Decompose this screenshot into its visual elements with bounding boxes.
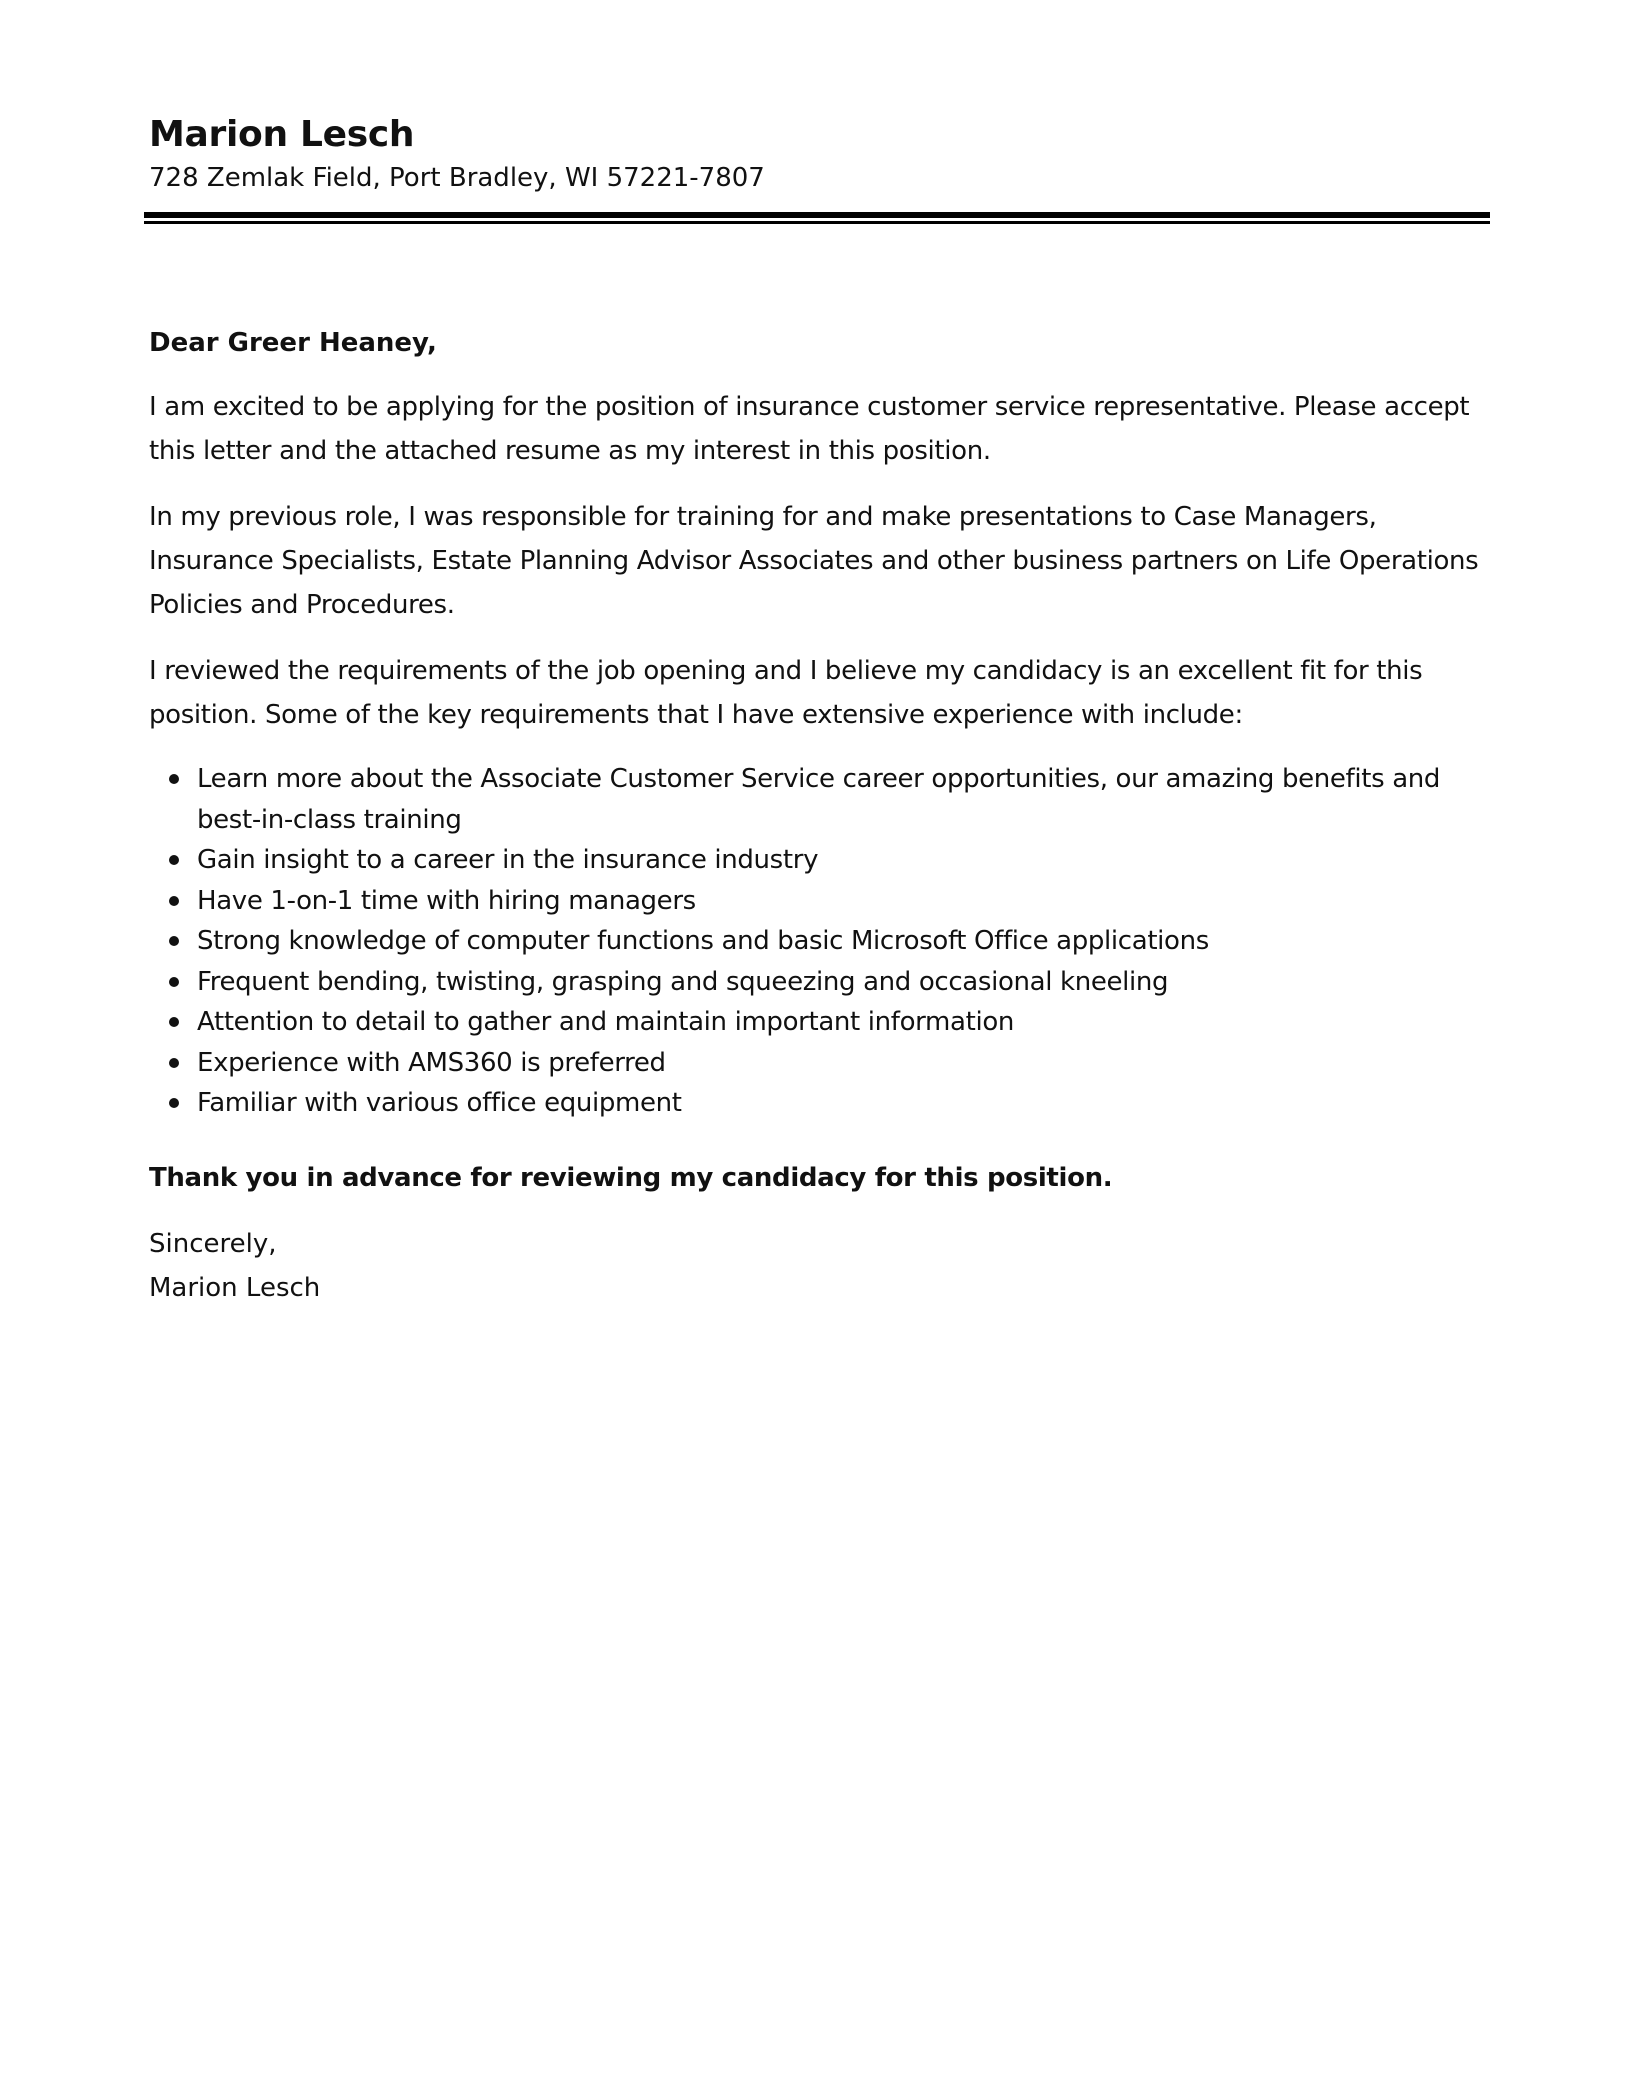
list-item-text: Gain insight to a career in the insurance industry — [197, 845, 819, 875]
header-divider-thin-line — [144, 221, 1490, 224]
sign-off-block — [149, 1222, 1479, 1310]
requirements-list — [149, 759, 1479, 1124]
list-item — [149, 881, 1479, 922]
paragraph-previous-role: In my previous role, I was responsible for training for and make presentations to Case Managers, Insurance Specialists, Estate Planning Advisor Associates and other business partners on Life Operations Policies and Procedures. — [149, 502, 1479, 620]
bullet-icon — [169, 855, 179, 865]
list-item — [149, 1083, 1479, 1124]
list-item-text: Strong knowledge of computer functions and basic Microsoft Office applications — [197, 926, 1209, 956]
paragraph-intro: I am excited to be applying for the position of insurance customer service representative. Please accept this letter and the attached resume as my interest in this position. — [149, 392, 1470, 466]
paragraph-requirements-intro: I reviewed the requirements of the job opening and I believe my candidacy is an excellent fit for this position. Some of the key requirements that I have extensive experience with include: — [149, 656, 1423, 730]
sender-name: Marion Lesch — [149, 114, 415, 155]
signature-name: Marion Lesch — [149, 1272, 321, 1303]
list-item — [149, 1002, 1479, 1043]
salutation: Dear Greer Heaney, — [149, 328, 437, 358]
list-item-text: Learn more about the Associate Customer Service career opportunities, our amazing benefits and best-in-class training — [197, 764, 1441, 835]
bullet-icon — [169, 896, 179, 906]
list-item-text: Frequent bending, twisting, grasping and squeezing and occasional kneeling — [197, 966, 1169, 997]
bullet-icon — [169, 936, 179, 946]
header-divider-thick-line — [144, 212, 1490, 218]
list-item — [149, 759, 1479, 840]
sender-address: 728 Zemlak Field, Port Bradley, WI 57221-7807 — [149, 163, 765, 193]
bullet-icon — [169, 1058, 179, 1068]
header-divider — [144, 212, 1490, 224]
sign-off: Sincerely, — [149, 1228, 277, 1259]
list-item — [149, 921, 1479, 962]
letter-header — [149, 112, 1489, 196]
bullet-icon — [169, 1098, 179, 1108]
list-item-text: Familiar with various office equipment — [197, 1088, 682, 1118]
bullet-icon — [169, 774, 179, 784]
list-item-text: Have 1-on-1 time with hiring managers — [197, 885, 696, 916]
list-item-text: Attention to detail to gather and maintain important information — [197, 1007, 1015, 1037]
bullet-icon — [169, 1017, 179, 1027]
bullet-icon — [169, 977, 179, 987]
list-item — [149, 840, 1479, 881]
list-item-text: Experience with AMS360 is preferred — [197, 1047, 666, 1078]
letter-body — [149, 323, 1479, 1310]
list-item — [149, 1043, 1479, 1084]
closing-statement: Thank you in advance for reviewing my candidacy for this position. — [149, 1162, 1113, 1193]
list-item — [149, 962, 1479, 1003]
